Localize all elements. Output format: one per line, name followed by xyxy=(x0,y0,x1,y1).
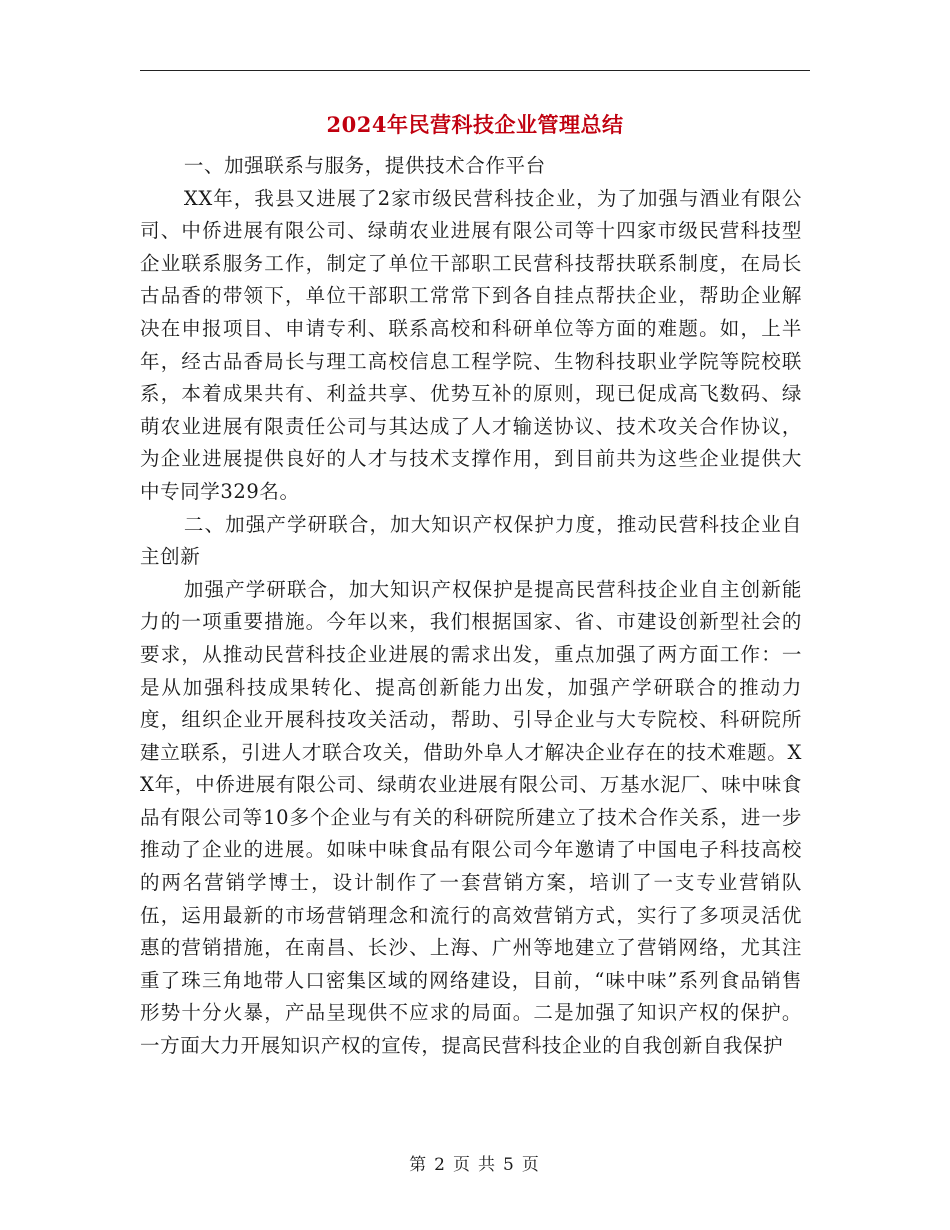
body-paragraph-2: 加强产学研联合，加大知识产权保护是提高民营科技企业自主创新能力的一项重要措施。今年以来，我们根据国家、省、市建设创新型社会的要求，从推动民营科技企业进展的需求出发，重点加强了两方面工作：一是从加强科技成果转化、提高创新能力出发，加强产学研联合的推动力度，组织企业开展科技攻关活动，帮助、引导企业与大专院校、科研院所建立联系，引进人才联合攻关，借助外阜人才解决企业存在的技术难题。XX年，中侨进展有限公司、绿萌农业进展有限公司、万基水泥厂、味中味食品有限公司等10多个企业与有关的科研院所建立了技术合作关系，进一步推动了企业的进展。如味中味食品有限公司今年邀请了中国电子科技高校的两名营销学博士，设计制作了一套营销方案，培训了一支专业营销队伍，运用最新的市场营销理念和流行的高效营销方式，实行了多项灵活优惠的营销措施，在南昌、长沙、上海、广州等地建立了营销网络，尤其注重了珠三角地带人口密集区域的网络建设，目前，“味中味”系列食品销售形势十分火暴，产品呈现供不应求的局面。二是加强了知识产权的保护。一方面大力开展知识产权的宣传，提高民营科技企业的自我创新自我保护 xyxy=(140,577,802,1058)
section-heading-1: 一、加强联系与服务，提供技术合作平台 xyxy=(183,154,546,177)
section-heading-2: 二、加强产学研联合，加大知识产权保护力度，推动民营科技企业自主创新 xyxy=(140,512,802,569)
footer-prefix: 第 xyxy=(409,1155,429,1175)
body-paragraph-1: XX年，我县又进展了2家市级民营科技企业，为了加强与酒业有限公司、中侨进展有限公司、绿萌农业进展有限公司等十四家市级民营科技型企业联系服务工作，制定了单位干部职工民营科技帮扶联系制度，在局长古品香的带领下，单位干部职工常常下到各自挂点帮扶企业，帮助企业解决在申报项目、申请专利、联系高校和科研单位等方面的难题。如，上半年，经古品香局长与理工高校信息工程学院、生物科技职业学院等院校联系，本着成果共有、利益共享、优势互补的原则，现已促成高飞数码、绿萌农业进展有限责任公司与其达成了人才输送协议、技术攻关合作协议，为企业进展提供良好的人才与技术支撑作用，到目前共为这些企业提供大中专同学329名。 xyxy=(140,186,802,503)
document-title: 2024年民营科技企业管理总结 xyxy=(326,112,624,137)
total-page-number: 5 xyxy=(503,1155,516,1175)
footer-total-prefix: 共 xyxy=(478,1155,497,1175)
footer-suffix: 页 xyxy=(521,1155,541,1175)
footer-page-label: 页 xyxy=(453,1155,472,1175)
header-rule xyxy=(140,70,810,71)
page-footer xyxy=(0,1153,950,1177)
document-body xyxy=(140,150,802,1063)
current-page-number: 2 xyxy=(434,1155,447,1175)
